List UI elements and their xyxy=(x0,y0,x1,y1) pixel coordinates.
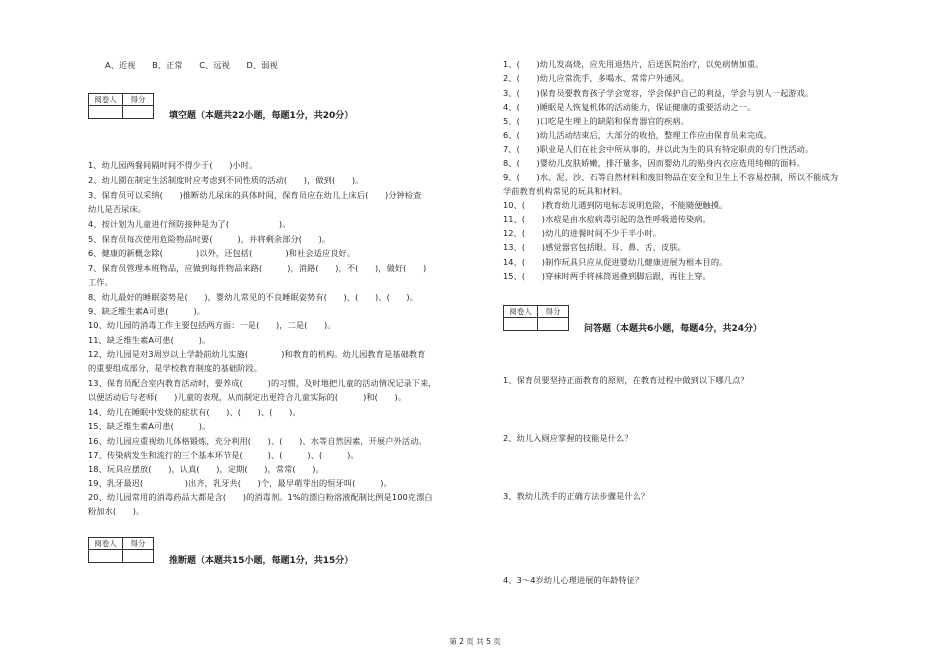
reviewer-label: 阅卷人 xyxy=(504,306,538,318)
fill-section-title: 填空题（本题共22小题，每题1分，共20分） xyxy=(169,111,354,121)
judge-line: 12、( )幼儿的进餐时间不少于半小时。 xyxy=(503,228,662,238)
reviewer-cell[interactable] xyxy=(89,550,123,562)
judge-line: 2、( )幼儿应常洗手，多喝水、常常户外通风。 xyxy=(503,73,689,83)
qa-question: 4、3～4岁幼儿心理进展的年龄特征？ xyxy=(503,575,644,585)
score-cell[interactable] xyxy=(538,318,568,330)
fill-line: 3、保育员可以采纳( )推断幼儿尿床的具体时间，保育员应在幼儿上床后( )分钟检查 xyxy=(88,190,422,200)
fill-line: 9、缺乏维生素A可患( )。 xyxy=(88,306,206,316)
judge-line: 9、( )水、泥、沙、石等自然材料和废旧物品在安全和卫生上不容易控制，所以不能成为 xyxy=(503,172,839,182)
fill-line: 粉加水( )。 xyxy=(88,506,145,516)
fill-line: 的重要组成部分，是学校教育制度的基础阶段。 xyxy=(88,363,263,373)
page-footer: 第 2 页 共 5 页 xyxy=(449,637,501,646)
fill-line: 5、保育员每次使用危险物品时要( )，并将剩余部分( )。 xyxy=(88,234,331,244)
fill-line: 16、幼儿园应重视幼儿体格锻炼，充分利用( )、( )、水等自然因素，开展户外活动。 xyxy=(88,436,427,446)
judge-line: 5、( )口吃是生理上的缺陷和保育器官的疾病。 xyxy=(503,116,689,126)
judge-line: 11、( )水痘是由水痘病毒引起的急性呼吸道传染病。 xyxy=(503,214,711,224)
fill-line: 1、幼儿园两餐间隔时间不得少于( )小时。 xyxy=(88,160,258,170)
judge-section-title: 推断题（本题共15小题，每题1分，共15分） xyxy=(169,556,354,566)
score-box-fill xyxy=(88,93,154,119)
judge-line: 7、( )职业是人们在社会中所从事的，并以此为生的具有特定职责的专门性活动。 xyxy=(503,144,814,154)
fill-line: 6、健康的新概念除( )以外，还包括( )和社会适应良好。 xyxy=(88,248,356,258)
reviewer-label: 阅卷人 xyxy=(89,94,123,106)
score-box-judge xyxy=(88,537,154,563)
reviewer-cell[interactable] xyxy=(504,318,538,330)
judge-line: 14、( )制作玩具只应从促进婴幼儿健康进展为根本目的。 xyxy=(503,257,728,267)
judge-line: 1、( )幼儿发高烧，应先用退热片，后送医院治疗，以免病情加重。 xyxy=(503,59,764,69)
fill-line: 10、幼儿园的消毒工作主要包括两方面：一是( )，二是( )。 xyxy=(88,320,336,330)
score-label: 得分 xyxy=(538,306,568,318)
fill-line: 7、保育员管理本班物品，应做到每件物品来路( )，消路( )，不( )，做好( ) xyxy=(88,263,427,273)
fill-line: 工作。 xyxy=(88,277,113,287)
score-cell[interactable] xyxy=(123,550,153,562)
fill-line: 13、保育员配合室内教育活动时，要养成( )的习惯，及时地把儿童的活动情况记录下来， xyxy=(88,378,437,388)
reviewer-label: 阅卷人 xyxy=(89,538,123,550)
fill-line: 12、幼儿园是对3周岁以上学龄前幼儿实施( )和教育的机构。幼儿园教育是基础教育 xyxy=(88,349,426,359)
score-box-qa xyxy=(503,305,569,331)
judge-line: 4、( )睡眠是人恢复机体的活动能力，保证健康的重要活动之一。 xyxy=(503,102,756,112)
fill-line: 以便活动后与老师( )儿童的表现，从而制定出更符合儿童实际的( )和( )。 xyxy=(88,392,407,402)
judge-line: 8、( )婴幼儿皮肤娇嫩，排汗量多，因而婴幼儿的贴身内衣应选用纯棉的面料。 xyxy=(503,158,805,168)
score-label: 得分 xyxy=(123,94,153,106)
judge-line: 15、( )穿袜时两手将袜筒退叠到脚后跟，再往上穿。 xyxy=(503,271,711,281)
fill-line: 15、缺乏维生素A可患( )。 xyxy=(88,421,211,431)
fill-line: 17、传染病发生和流行的三个基本环节是( )、( )、( )。 xyxy=(88,450,359,460)
fill-line: 8、幼儿最好的睡眠姿势是( )，婴幼儿常见的不良睡眠姿势有( )、( )、( )。 xyxy=(88,292,419,302)
judge-line: 10、( )教育幼儿遇到防电标志说明危险，不能随便触摸。 xyxy=(503,200,728,210)
score-cell[interactable] xyxy=(123,106,153,118)
judge-line: 13、( )感觉器官包括眼、耳、鼻、舌、皮肤。 xyxy=(503,242,686,252)
fill-line: 19、乳牙最迟( )出齐，乳牙共( )个，最早萌芽出的恒牙叫( )。 xyxy=(88,478,392,488)
reviewer-cell[interactable] xyxy=(89,106,123,118)
qa-question: 3、教幼儿洗手的正确方法步骤是什么？ xyxy=(503,491,650,501)
fill-line: 幼儿是否尿床。 xyxy=(88,204,147,214)
judge-line: 3、( )保育员要教育孩子学会宽容，学会保护自己的利益，学会与别人一起游戏。 xyxy=(503,88,814,98)
qa-section-title: 问答题（本题共6小题，每题4分，共24分） xyxy=(584,324,763,334)
fill-line: 4、按计划为儿童进行预防接种是为了( )。 xyxy=(88,219,291,229)
judge-line: 学前教育机构常见的玩具和材料。 xyxy=(503,186,628,196)
qa-question: 1、保育员要坚持正面教育的原则，在教育过程中做到以下哪几点？ xyxy=(503,375,749,385)
qa-question: 2、幼儿入厕应掌握的技能是什么？ xyxy=(503,433,633,443)
fill-line: 18、玩具应摆放( )，认真( )，定期( )，常常( )。 xyxy=(88,464,324,474)
top-options: A、近视 B、正常 C、远视 D、弱视 xyxy=(105,60,278,70)
fill-line: 2、幼儿園在制定生活制度时应考虑到不同性质的活动( )，做到( )。 xyxy=(88,175,364,185)
fill-line: 20、幼儿园常用的消毒药品大都是含( )的消毒剂。1%的漂白粉溶液配制比例是100克漂白 xyxy=(88,492,433,502)
fill-line: 11、缺乏维生素A可患( )。 xyxy=(88,335,211,345)
judge-line: 6、( )幼儿活动结束后，大部分的收拾，整理工作应由保育员来完成。 xyxy=(503,130,772,140)
fill-line: 14、幼儿在睡眠中发烧的症状有( )、( )、( )。 xyxy=(88,407,301,417)
score-label: 得分 xyxy=(123,538,153,550)
